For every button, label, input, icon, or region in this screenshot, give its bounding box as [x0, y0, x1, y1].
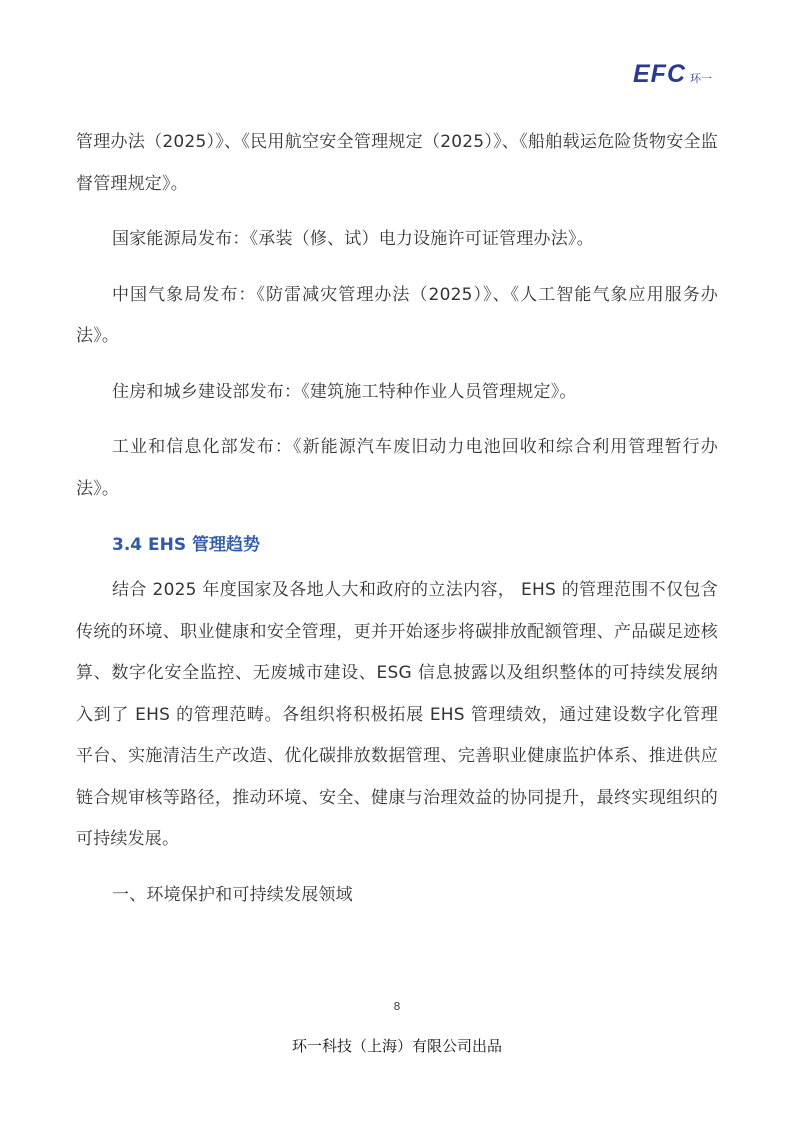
section-heading: 3.4 EHS 管理趋势 — [112, 535, 261, 555]
document-body — [76, 122, 718, 916]
paragraph-industry: 工业和信息化部发布：《新能源汽车废旧动力电池回收和综合利用管理暂行办法》。 — [76, 437, 718, 499]
section-body: 结合 2025 年度国家及各地人大和政府的立法内容， EHS 的管理范围不仅包含传统的环境、职业健康和安全管理，更并开始逐步将碳排放配额管理、产品碳足迹核算、数字化安全监控、无废城市建设、ESG 信息披露以及组织整体的可持续发展纳入到了 EHS 的管理范畴。各组织将积极拓展 EHS 管理绩效，通过建设数字化管理平台、实施清洁生产改造、优化碳排放数据管理、完善职业健康监护体系、推进供应链合规审核等路径，推动环境、安全、健康与治理效益的协同提升，最终实现组织的可持续发展。 — [76, 580, 718, 849]
logo-subtext: 环一 — [690, 72, 712, 85]
company-logo — [633, 62, 712, 87]
page-number: 8 — [393, 1000, 401, 1013]
logo-mark: EFC — [633, 60, 686, 88]
paragraph-meteorological: 中国气象局发布：《防雷减灾管理办法（2025）》、《人工智能气象应用服务办法》。 — [76, 284, 718, 346]
section-subheading: 一、环境保护和可持续发展领域 — [112, 884, 353, 905]
paragraph-housing: 住房和城乡建设部发布：《建筑施工特种作业人员管理规定》。 — [112, 381, 577, 402]
paragraph-continued: 管理办法（2025）》、《民用航空安全管理规定（2025）》、《船舶载运危险货物安全监督管理规定》。 — [76, 132, 718, 194]
footer-text: 环一科技（上海）有限公司出品 — [291, 1037, 502, 1055]
paragraph-energy-bureau: 国家能源局发布：《承装（修、试）电力设施许可证管理办法》。 — [112, 229, 594, 249]
